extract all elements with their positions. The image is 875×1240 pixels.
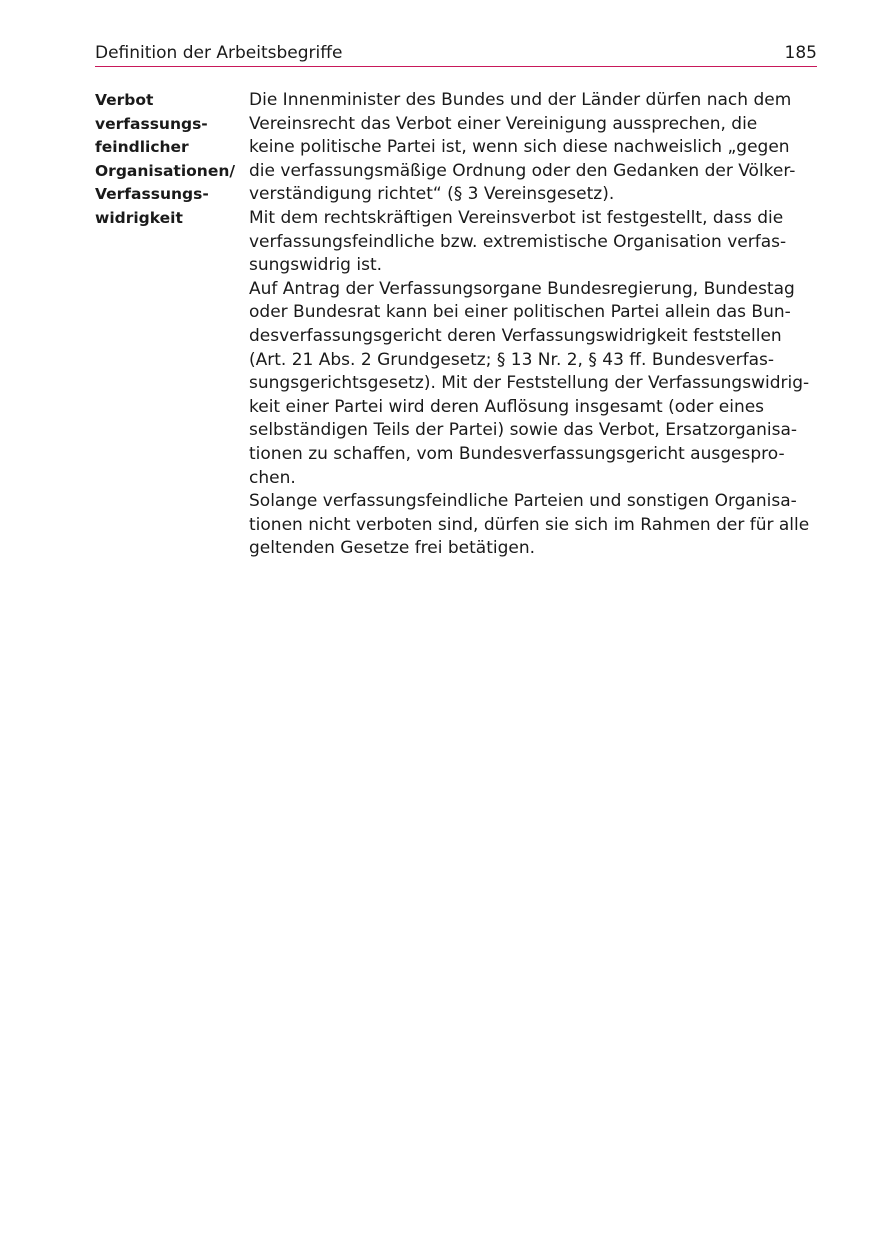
paragraph-line: Die Innenminister des Bundes und der Länder dürfen nach dem [249, 90, 792, 110]
body-text [249, 89, 819, 561]
paragraph-line: die verfassungsmäßige Ordnung oder den Gedanken der Völker- [249, 160, 796, 181]
margin-heading-line: verfassungs- [95, 114, 208, 133]
paragraph-line: Auf Antrag der Verfassungsorgane Bundesregierung, Bundestag [249, 278, 795, 299]
margin-heading-line: Verbot [95, 91, 154, 109]
paragraph-line: tionen zu schaffen, vom Bundesverfassungsgericht ausgespro- [249, 443, 785, 464]
paragraph-line: sungswidrig ist. [249, 255, 383, 276]
margin-heading-line: feindlicher [95, 138, 189, 157]
page-number: 185 [784, 43, 817, 63]
paragraph-line: keine politische Partei ist, wenn sich diese nachweislich „gegen [249, 137, 790, 158]
paragraph-line: (Art. 21 Abs. 2 Grundgesetz; § 13 Nr. 2, § 43 ff. Bundesverfas- [249, 349, 775, 370]
paragraph-line: Vereinsrecht das Verbot einer Vereinigung aussprechen, die [249, 113, 758, 134]
margin-heading-line: Organisationen/ [95, 161, 236, 180]
paragraph-line: sungsgerichtsgesetz). Mit der Feststellung der Verfassungswidrig- [249, 373, 810, 394]
paragraph-line: verständigung richtet“ (§ 3 Vereinsgesetz). [249, 184, 615, 205]
running-title: Definition der Arbeitsbegriffe [95, 43, 343, 63]
paragraph-line: Solange verfassungsfeindliche Parteien und sonstigen Organisa- [249, 491, 797, 512]
paragraph-line: oder Bundesrat kann bei einer politischen Partei allein das Bun- [249, 302, 791, 323]
page-header [95, 42, 817, 67]
paragraph-line: geltenden Gesetze frei betätigen. [249, 538, 536, 559]
margin-heading-line: widrigkeit [95, 208, 183, 227]
margin-heading [95, 89, 245, 231]
paragraph-line: selbständigen Teils der Partei) sowie das Verbot, Ersatzorganisa- [249, 420, 798, 441]
paragraph-line: Mit dem rechtskräftigen Vereinsverbot ist festgestellt, dass die [249, 207, 784, 228]
paragraph-line: desverfassungsgericht deren Verfassungswidrigkeit feststellen [249, 325, 782, 346]
paragraph-line: verfassungsfeindliche bzw. extremistische Organisation verfas- [249, 231, 787, 252]
margin-heading-line: Verfassungs- [95, 185, 209, 204]
paragraph-line: keit einer Partei wird deren Auflösung insgesamt (oder eines [249, 396, 765, 417]
paragraph-line: chen. [249, 467, 296, 488]
paragraph-line: tionen nicht verboten sind, dürfen sie sich im Rahmen der für alle [249, 514, 810, 535]
